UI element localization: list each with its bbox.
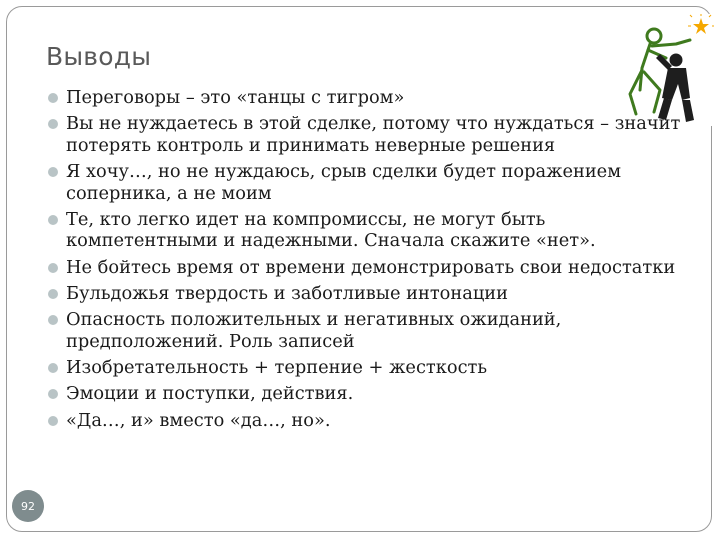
- bullet-dot-icon: [48, 215, 58, 225]
- list-item: [48, 309, 688, 352]
- bullet-dot-icon: [48, 167, 58, 177]
- bullet-text: Изобретательность + терпение + жесткость: [66, 357, 488, 379]
- bullet-text: «Да…, и» вместо «да…, но».: [66, 409, 331, 431]
- bullet-dot-icon: [48, 315, 58, 325]
- bullet-dot-icon: [48, 389, 58, 399]
- list-item: [48, 161, 688, 204]
- list-item: [48, 113, 688, 156]
- page-number-badge: 92: [12, 490, 44, 522]
- bullet-text: Те, кто легко идет на компромиссы, не могут быть компетентными и надежными. Сначала скажите «нет».: [66, 208, 596, 252]
- bullet-text: Переговоры – это «танцы с тигром»: [66, 87, 405, 108]
- list-item: [48, 410, 688, 432]
- list-item: [48, 283, 688, 305]
- list-item: [48, 357, 688, 379]
- list-item: [48, 383, 688, 405]
- bullet-text: Эмоции и поступки, действия.: [66, 383, 354, 405]
- bullet-dot-icon: [48, 416, 58, 426]
- bullet-dot-icon: [48, 289, 58, 299]
- bullet-text: Не бойтесь время от времени демонстрировать свои недостатки: [66, 256, 676, 278]
- list-item: [48, 257, 688, 279]
- bullet-text: Вы не нуждаетесь в этой сделке, потому что нуждаться – значит потерять контроль и принимать неверные решения: [66, 113, 681, 156]
- bullet-list: [48, 87, 688, 436]
- bullet-dot-icon: [48, 119, 58, 129]
- list-item: [48, 87, 688, 109]
- bullet-dot-icon: [48, 263, 58, 273]
- bullet-text: Я хочу…, но не нуждаюсь, срыв сделки будет поражением соперника, а не моим: [66, 161, 622, 204]
- bullet-dot-icon: [48, 93, 58, 103]
- bullet-dot-icon: [48, 363, 58, 373]
- slide-title: Выводы: [46, 42, 152, 71]
- bullet-text: Опасность положительных и негативных ожиданий, предположений. Роль записей: [66, 309, 562, 352]
- bullet-text: Бульдожья твердость и заботливые интонации: [66, 282, 508, 304]
- list-item: [48, 209, 688, 252]
